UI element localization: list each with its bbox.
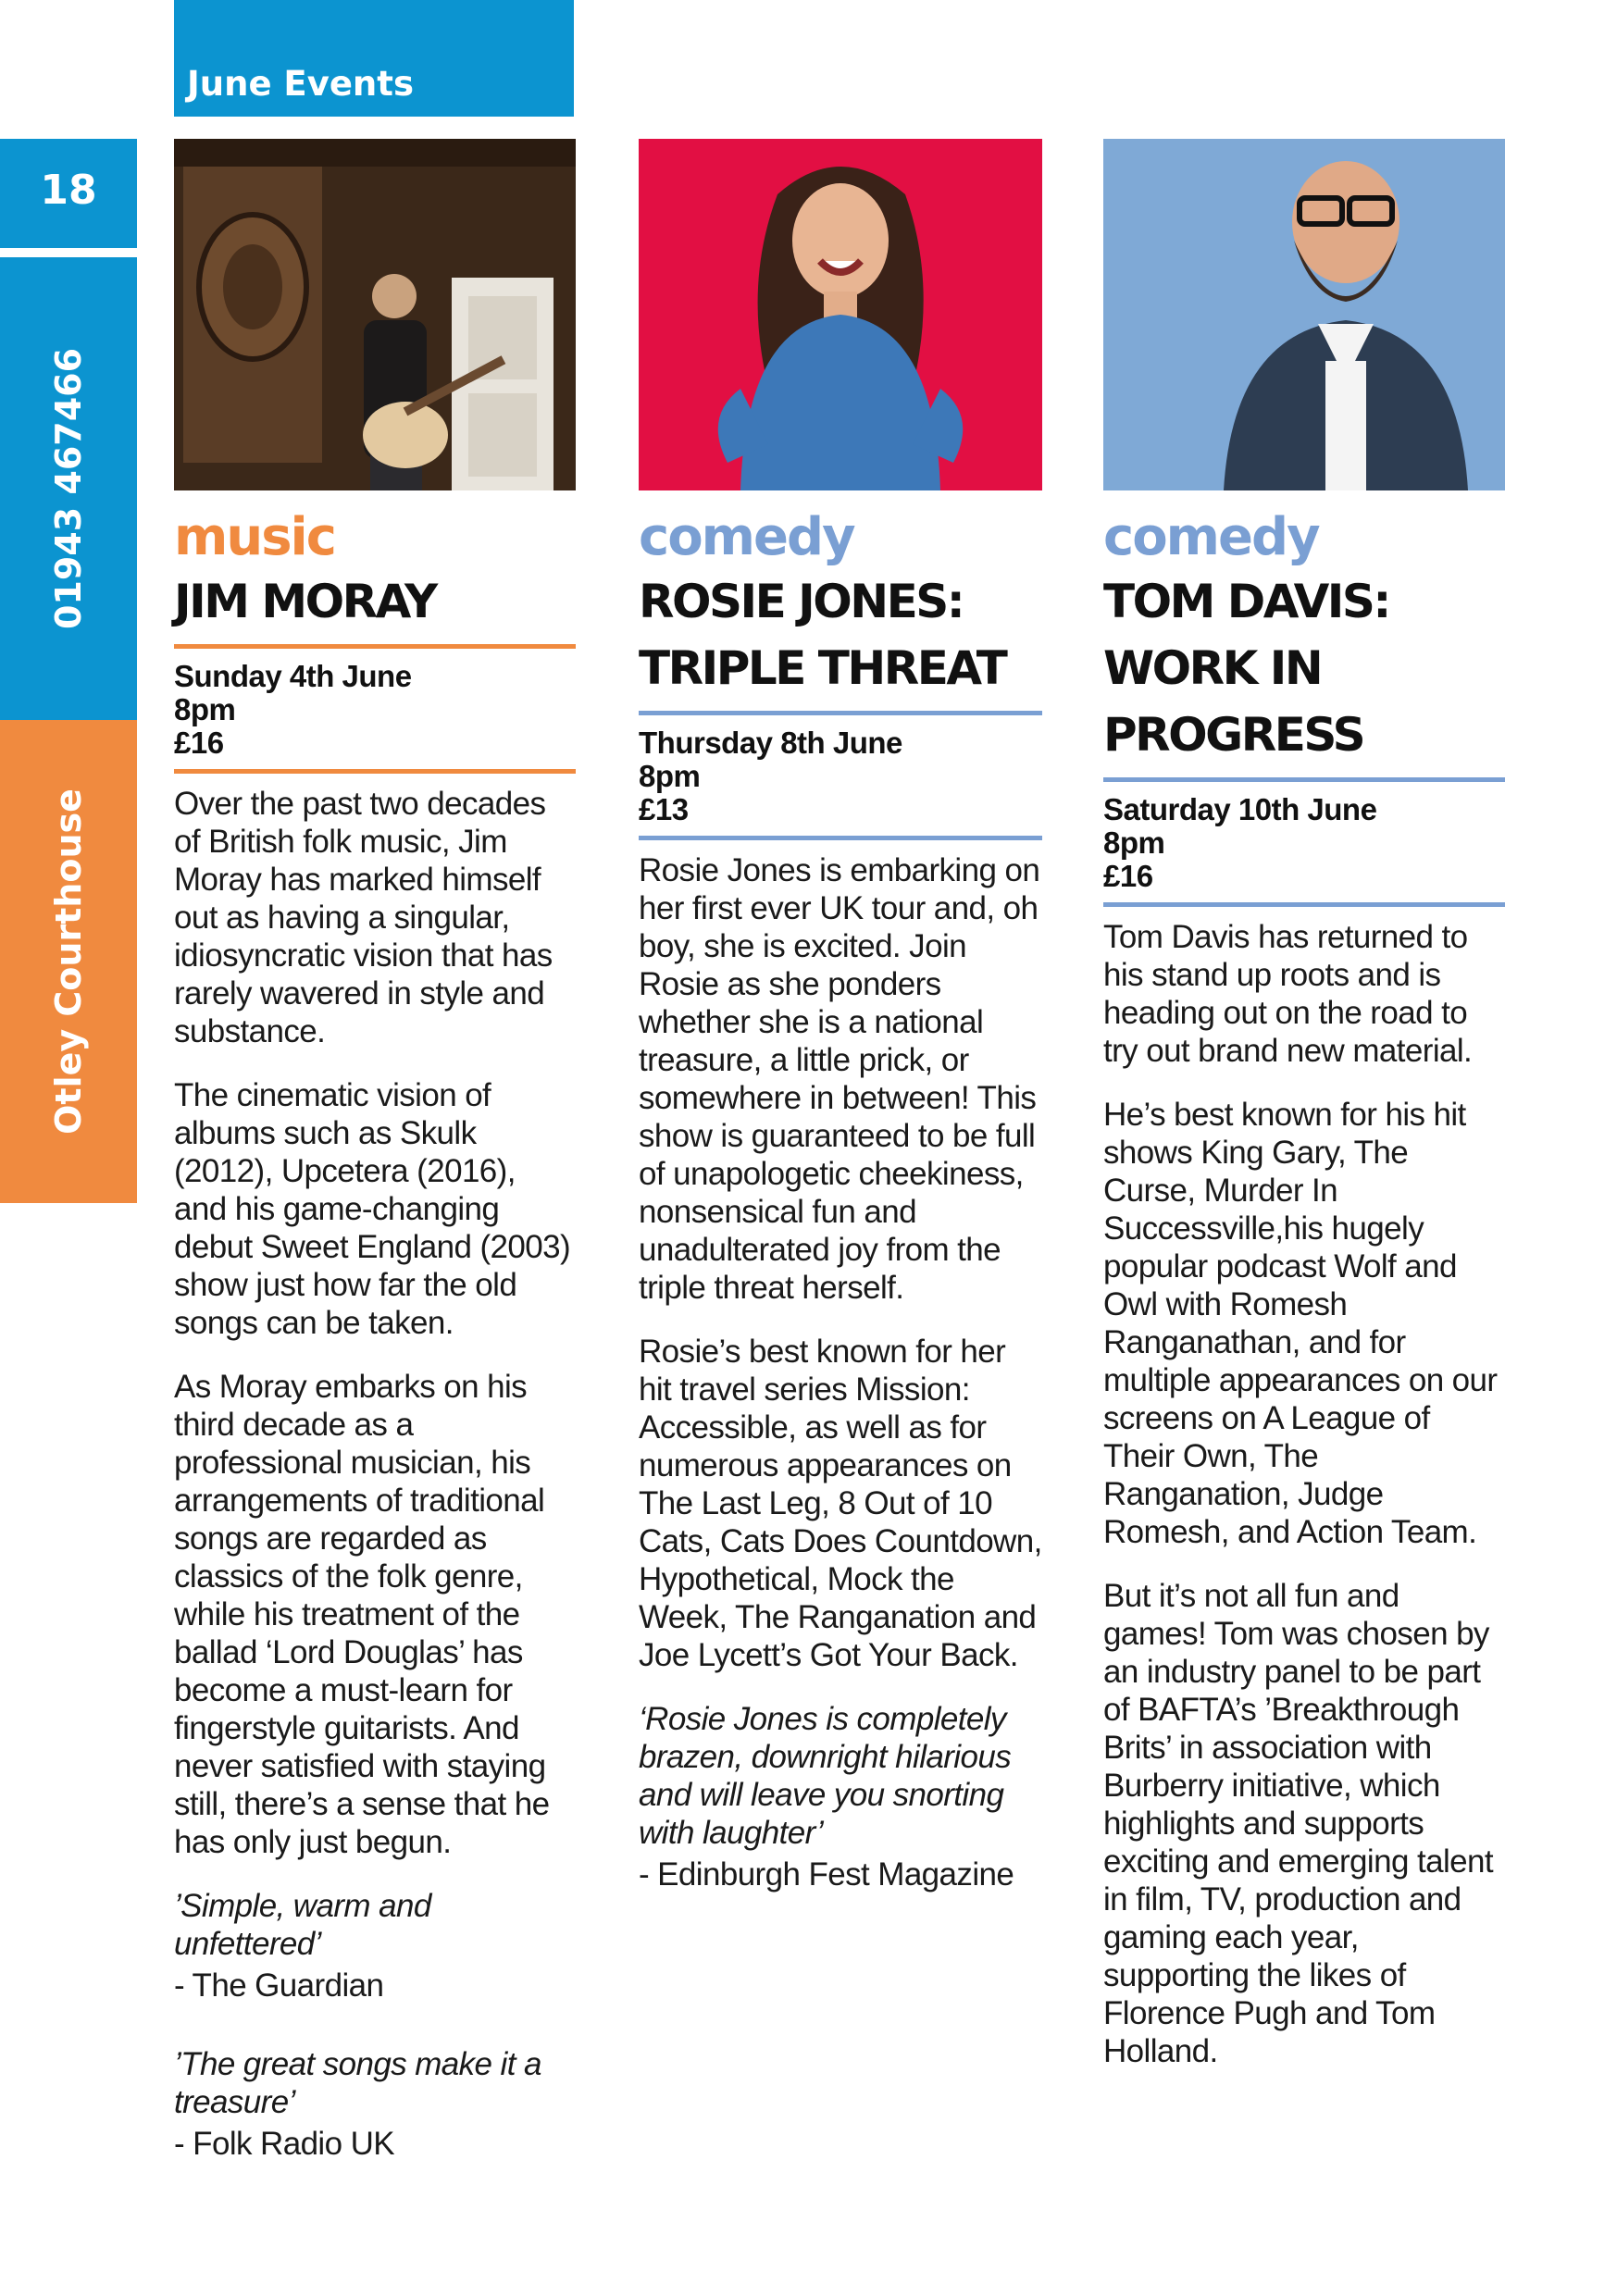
review-source: - Folk Radio UK xyxy=(174,2126,395,2162)
divider xyxy=(174,769,576,774)
divider xyxy=(639,836,1042,840)
event-title-line: TRIPLE THREAT xyxy=(639,641,1006,695)
event-description xyxy=(639,851,1042,1893)
divider xyxy=(1103,777,1505,782)
divider xyxy=(639,711,1042,715)
paragraph: Rosie’s best known for her hit travel series Mission: Accessible, as well as for numerous appearances on The Last Leg, 8 Out of 10 Cats, Cats Does Countdown, Hypothetical, Mock the Week, The Ranganation and Joe Lycett’s Got Your Back. xyxy=(639,1334,1042,1673)
event-genre: comedy xyxy=(639,507,854,567)
event-title-line: JIM MORAY xyxy=(174,575,436,628)
review-quote: ‘Rosie Jones is completely brazen, downright hilarious and will leave you snorting with laughter’ xyxy=(639,1701,1012,1851)
review-source: - The Guardian xyxy=(174,1967,384,2004)
event-tom-davis xyxy=(1103,139,1505,2096)
event-price: £16 xyxy=(174,726,224,760)
tom-davis-photo xyxy=(1103,139,1505,490)
review-source: - Edinburgh Fest Magazine xyxy=(639,1856,1014,1893)
event-time: 8pm xyxy=(174,692,236,726)
paragraph: Rosie Jones is embarking on her first ever UK tour and, oh boy, she is excited. Join Rosie as she ponders whether she is a national treasure, a little prick, or somewhere in between! This show is guaranteed to be full of unapologetic cheekiness, nonsensical fun and unadulterated joy from the triple threat herself. xyxy=(639,852,1040,1306)
review-quote: ’Simple, warm and unfettered’ xyxy=(174,1888,431,1962)
page-number-box xyxy=(0,139,137,248)
event-date: Saturday 10th June xyxy=(1103,792,1377,826)
review-quote: ’The great songs make it a treasure’ xyxy=(174,2046,541,2120)
paragraph: As Moray embarks on his third decade as a professional musician, his arrangements of traditional songs are regarded as classics of the folk genre, while his treatment of the ballad ‘Lord Douglas’ has become a must-learn for fingerstyle guitarists. And never satisfied with staying still, there’s a sense that he has only just begun. xyxy=(174,1369,550,1860)
page-number: 18 xyxy=(40,167,97,214)
event-date: Thursday 8th June xyxy=(639,726,902,760)
rosie-jones-photo xyxy=(639,139,1042,490)
divider xyxy=(1103,902,1505,907)
event-description xyxy=(1103,918,1505,2070)
event-time: 8pm xyxy=(639,759,701,793)
event-title-line: WORK IN xyxy=(1103,641,1322,695)
event-genre: music xyxy=(174,507,335,567)
event-date: Sunday 4th June xyxy=(174,659,412,693)
event-genre: comedy xyxy=(1103,507,1319,567)
event-title-line: PROGRESS xyxy=(1103,708,1364,762)
event-price: £13 xyxy=(639,792,689,826)
section-header xyxy=(174,0,574,117)
event-title-line: TOM DAVIS: xyxy=(1103,575,1389,628)
event-price: £16 xyxy=(1103,859,1153,893)
event-title xyxy=(174,568,576,635)
paragraph: Tom Davis has returned to his stand up roots and is heading out on the road to try out brand new material. xyxy=(1103,919,1473,1069)
event-jim-moray xyxy=(174,139,576,2203)
event-title xyxy=(1103,568,1505,768)
venue-name: Otley Courthouse xyxy=(48,788,89,1135)
event-rosie-jones xyxy=(639,139,1042,1934)
paragraph: He’s best known for his hit shows King Gary, The Curse, Murder In Successville,his hugely popular podcast Wolf and Owl with Romesh Ranganathan, and for multiple appearances on our screens on A League of Their Own, The Ranganation, Judge Romesh, and Action Team. xyxy=(1103,1097,1498,1550)
paragraph: The cinematic vision of albums such as Skulk (2012), Upcetera (2016), and his game-changing debut Sweet England (2003) show just how far the old songs can be taken. xyxy=(174,1077,571,1341)
section-title: June Events xyxy=(187,64,414,104)
paragraph: But it’s not all fun and games! Tom was chosen by an industry panel to be part of BAFTA’s ’Breakthrough Brits’ in association with Burberry initiative, which highlights and supports exciting and emerging talent in film, TV, production and gaming each year, supporting the likes of Florence Pugh and Tom Holland. xyxy=(1103,1578,1493,2069)
venue-sidebar xyxy=(0,720,137,1203)
event-title-line: ROSIE JONES: xyxy=(639,575,964,628)
paragraph: Over the past two decades of British folk music, Jim Moray has marked himself out as having a singular, idiosyncratic vision that has rarely wavered in style and substance. xyxy=(174,786,553,1049)
divider xyxy=(174,644,576,649)
event-time: 8pm xyxy=(1103,825,1165,860)
phone-number: 01943 467466 xyxy=(48,347,89,630)
event-description xyxy=(174,785,576,2163)
jim-moray-photo xyxy=(174,139,576,490)
event-title xyxy=(639,568,1042,701)
phone-sidebar xyxy=(0,257,137,720)
